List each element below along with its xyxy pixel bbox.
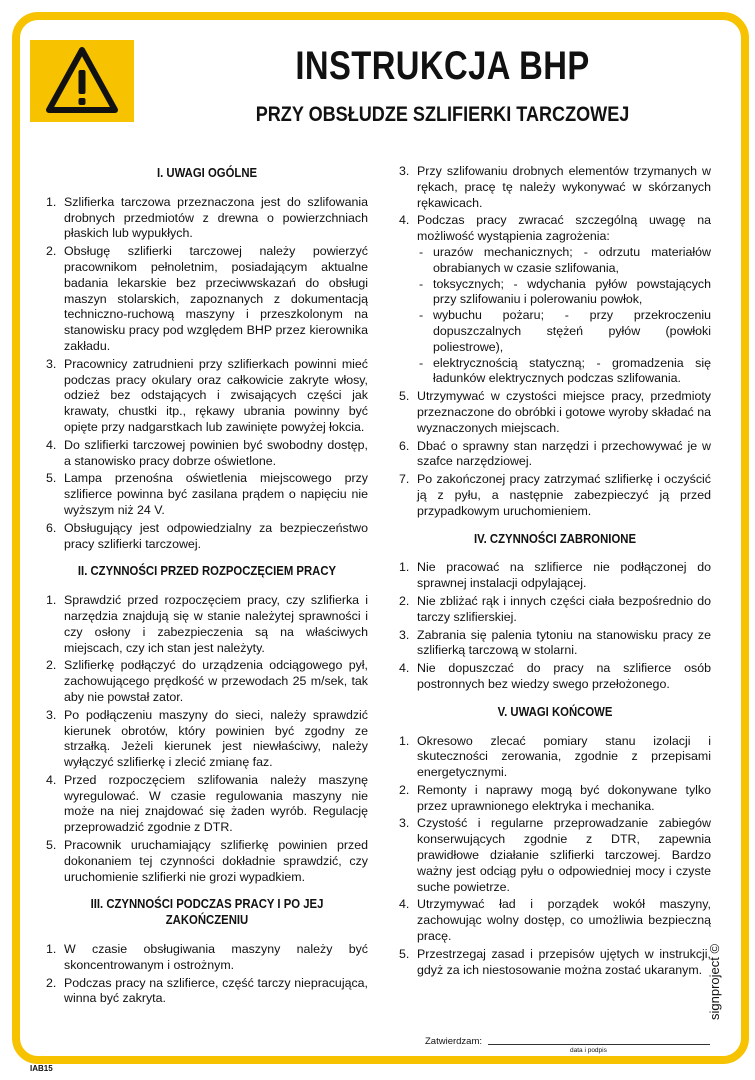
list-item: 5. Pracownik uruchamiający szlifierkę powinien przed dokonaniem tej czynności dokładnie sprawdzić, czy uruchomienie szlifierki nie grozi wypadkiem. — [46, 838, 368, 884]
list-item: 3. Pracownicy zatrudnieni przy szlifierkach powinni mieć podczas pracy okulary oraz całkowicie zakryte włosy, odzież bez odstających i zwisających części jak krawaty, chustki itp., rękawy ubrania powinny być opięte przy nadgarstkach lub zawinięte powyżej łokcia. — [46, 356, 368, 434]
right-column — [399, 166, 711, 990]
left-column — [46, 166, 368, 1019]
brand-mark: signproject © — [707, 943, 722, 1020]
list-item: 1. Sprawdzić przed rozpoczęciem pracy, czy szlifierka i narzędzia znajdują się w stanie należytej sprawności i czy osłony i zabezpieczenia są na właściwych miejscach, czy ich stan jest należyty. — [46, 593, 368, 655]
list-item: 1. Nie pracować na szlifierce nie podłączonej do sprawnej instalacji odpylającej. — [399, 560, 711, 591]
list-item: 4. Przed rozpoczęciem szlifowania należy maszynę wyregulować. W czasie regulowania maszyny nie może na niej znajdować się żaden wyrób. Regulację przeprowadzić zgodnie z DTR. — [46, 772, 368, 835]
list-item: 4. Utrzymywać ład i porządek wokół maszyny, zachowując wolny dostęp, co umożliwia bezpieczną pracę. — [399, 897, 711, 944]
hazard-item: - elektrycznością statyczną; - gromadzenia się ładunków elektrycznych podczas szlifowania. — [419, 355, 711, 386]
list-item: 4. Podczas pracy zwracać szczególną uwagę na możliwość wystąpienia zagrożenia: - urazów mechanicznych; - odrzutu materiałów obrabianych w czasie szlifowania, - toksycznych; - wdychania pyłów powstających przy szlifowaniu i polerowaniu powłok, - wybuchu pożaru; - przy przekroczeniu dopuszczalnych stężeń pyłów (powłoki poliestrowe), - elektrycznością statyczną; - gromadzenia się ładunków elektrycznych podczas szlifowania. — [399, 213, 711, 386]
hazard-item: - toksycznych; - wdychania pyłów powstających przy szlifowaniu i polerowaniu powłok, — [419, 276, 711, 307]
list-item: 5. Utrzymywać w czystości miejsce pracy, przedmioty przeznaczone do obróbki i gotowe wyroby składać na wyznaczonych miejscach. — [399, 389, 711, 435]
list-item: 1. W czasie obsługiwania maszyny należy być skoncentrowanym i ostrożnym. — [46, 942, 368, 972]
hazard-list — [417, 245, 711, 387]
signature-caption: data i podpis — [570, 1047, 607, 1054]
list-item: 5. Przestrzegaj zasad i przepisów ujętych w instrukcji, gdyż za ich niestosowanie można zostać ukaranym. — [399, 946, 711, 977]
section-heading-general: I. UWAGI OGÓLNE — [156, 166, 258, 180]
list-item: 3. Przy szlifowaniu drobnych elementów trzymanych w rękach, pracę tę należy wykonywać w skórzanych rękawicach. — [399, 164, 711, 210]
list-forbidden — [399, 560, 711, 692]
list-item: 2. Remonty i naprawy mogą być dokonywane tylko przez uprawnionego elektryka i mechanika. — [399, 782, 711, 813]
list-item: 6. Dbać o sprawny stan narzędzi i przechowywać je w szafce narzędziowej. — [399, 438, 711, 469]
list-during-work-part1 — [46, 942, 368, 1007]
list-item: 7. Po zakończonej pracy zatrzymać szlifierkę i oczyścić ją z pyłu, a następnie zabezpieczyć ją przed przypadkowym uruchomieniem. — [399, 472, 711, 518]
list-general — [46, 195, 368, 553]
list-item: 3. Po podłączeniu maszyny do sieci, należy sprawdzić kierunek obrotów, który powinien być zgodny ze strzałką. Jeżeli kierunek jest niewłaściwy, należy wyłączyć szlifierkę i zlecić zmianę faz. — [46, 707, 368, 770]
list-item: 3. Zabrania się palenia tytoniu na stanowisku pracy ze szlifierką tarczową w stolarni. — [399, 627, 711, 658]
signature-line — [488, 1044, 710, 1045]
sign-code: IAB15 — [30, 1064, 53, 1073]
hazard-item: - urazów mechanicznych; - odrzutu materiałów obrabianych w czasie szlifowania, — [419, 244, 711, 275]
list-item: 6. Obsługujący jest odpowiedzialny za bezpieczeństwo pracy szlifierki tarczowej. — [46, 520, 368, 551]
list-item: 4. Nie dopuszczać do pracy na szlifierce osób postronnych bez wiedzy swego przełożonego. — [399, 661, 711, 691]
list-item: 3. Czystość i regularne przeprowadzanie zabiegów konserwujących zgodnie z DTR, zapewnia prawidłowe działanie szlifierki tarczowej. Bardzo ważny jest odciąg pyłu o odpowiedniej mocy i czyste suche powietrze. — [399, 816, 711, 894]
section-heading-before-work: II. CZYNNOŚCI PRZED ROZPOCZĘCIEM PRACY — [77, 564, 337, 579]
list-item: 2. Obsługę szlifierki tarczowej należy powierzyć pracownikom pełnoletnim, posiadającym aktualne badania lekarskie bez przeciwwskazań do obsługi maszyn stolarskich, zapoznanych z dokumentacją techniczno-ruchową maszyny i przeszkolonym na stanowisku pracy pod względem BHP przez kierownika zakładu. — [46, 244, 368, 353]
section-heading-forbidden: IV. CZYNNOŚCI ZABRONIONE — [473, 531, 637, 546]
list-item: 1. Szlifierka tarczowa przeznaczona jest do szlifowania drobnych przedmiotów z drewna o powierzchniach płaskich lub wypukłych. — [46, 194, 368, 241]
section-heading-during-work: III. CZYNNOŚCI PODCZAS PRACY I PO JEJ ZAKOŃCZENIU — [90, 897, 324, 928]
list-item: 1. Okresowo zlecać pomiary stanu izolacji i skuteczności zerowania, zgodnie z przepisami energetycznymi. — [399, 733, 711, 780]
list-item: 4. Do szlifierki tarczowej powinien być swobodny dostęp, a stanowisko pracy dobrze oświetlone. — [46, 437, 368, 468]
list-item: 5. Lampa przenośna oświetlenia miejscowego przy szlifierce powinna być zasilana prądem o napięciu nie wyższym niż 24 V. — [46, 471, 368, 517]
list-during-work-part2 — [399, 164, 711, 520]
list-item: 2. Podczas pracy na szlifierce, część tarczy niepracująca, winna być zakryta. — [46, 975, 368, 1006]
list-item: 2. Szlifierkę podłączyć do urządzenia odciągowego pył, zachowującego prędkość w przewodach 25 m/sek, tak aby nie powstał zator. — [46, 658, 368, 704]
page-subtitle: PRZY OBSŁUDZE SZLIFIERKI TARCZOWEJ — [255, 103, 630, 126]
warning-sign-box — [30, 40, 134, 122]
hazard-item: - wybuchu pożaru; - przy przekroczeniu dopuszczalnych stężeń pyłów (powłoki poliestrowe), — [419, 308, 711, 354]
warning-triangle-icon — [44, 44, 120, 116]
section-heading-final: V. UWAGI KOŃCOWE — [497, 704, 613, 719]
page-title: INSTRUKCJA BHP — [295, 44, 590, 88]
approve-label: Zatwierdzam: — [425, 1036, 483, 1047]
list-final — [399, 734, 711, 979]
list-before-work — [46, 593, 368, 885]
list-item: 2. Nie zbliżać rąk i innych części ciała bezpośrednio do tarczy szlifierskiej. — [399, 593, 711, 624]
